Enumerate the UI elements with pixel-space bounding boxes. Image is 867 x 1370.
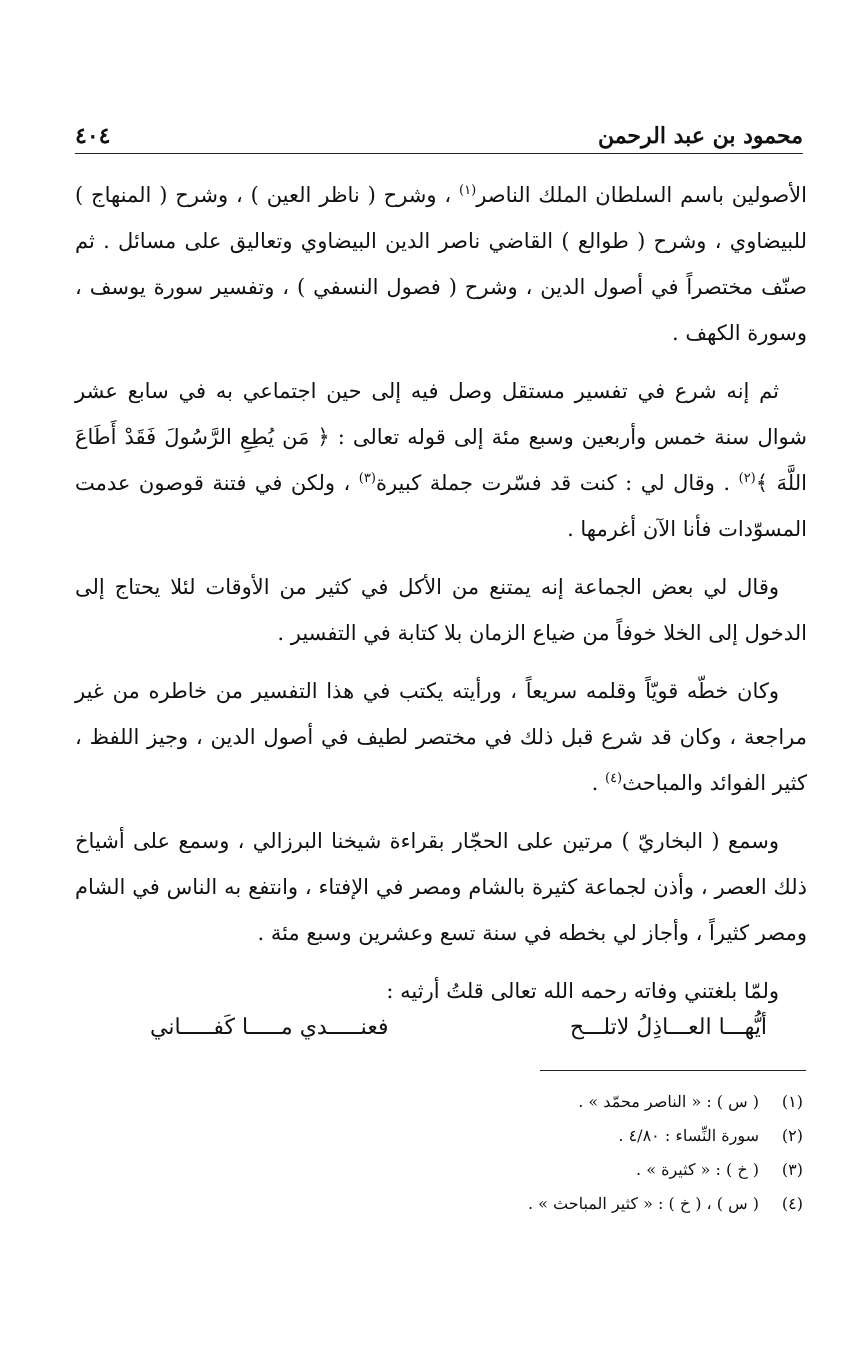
paragraph-text: . وقال لي : كنت قد فسّرت جملة كبيرة bbox=[375, 471, 731, 495]
running-title: محمود بن عبد الرحمن bbox=[597, 123, 803, 149]
footnote-marker: (٣) bbox=[358, 471, 376, 486]
footnote-text: ( خ ) : « كثيرة » . bbox=[636, 1160, 759, 1179]
paragraph-text: ، وشرح ( ناظر العين ) ، وشرح ( المنهاج ) للبيضاوي ، وشرح ( طوالع ) القاضي ناصر الدين البيضاوي وتعاليق على مسائل . ثم صنّف مختصراً في أصول الدين ، وشرح ( فصول النسفي ) ، وتفسير سورة يوسف ، وسورة الكهف . bbox=[75, 183, 807, 345]
verse-hemistich-first: أيُّهـــا العـــاذِلُ لاتلـــح bbox=[569, 1015, 767, 1040]
footnote-number: (٤) bbox=[781, 1194, 803, 1213]
paragraph-text: ولمّا بلغتني وفاته رحمه الله تعالى قلتُ أرثيه : bbox=[386, 979, 779, 1003]
footnote-marker: (٤) bbox=[604, 771, 623, 786]
footnote-number: (١) bbox=[781, 1092, 803, 1111]
footnote-text: ( س ) : « الناصر محمّد » . bbox=[578, 1092, 759, 1111]
page-number: ٤٠٤ bbox=[75, 123, 111, 149]
paragraph-text: ثم إنه شرع في تفسير مستقل وصل فيه إلى حين اجتماعي به في سابع عشر شوال سنة خمس وأربعين وسبع مئة إلى قوله تعالى : ﴿ مَن يُطِعِ الرَّسُولَ فَقَدْ أَطَاعَ اللَّهَ ﴾ bbox=[75, 379, 807, 495]
footnotes bbox=[360, 1085, 803, 1221]
paragraph bbox=[75, 368, 807, 552]
paragraph-text: . bbox=[591, 771, 599, 795]
footnote-text: ( س ) ، ( خ ) : « كثير المباحث » . bbox=[527, 1194, 759, 1213]
verse-hemistich-second: فعنـــــدي مـــــا كَفـــــاني bbox=[150, 1015, 389, 1040]
footnote-divider bbox=[540, 1070, 806, 1071]
poem-verse bbox=[150, 1015, 767, 1040]
footnote bbox=[360, 1153, 803, 1187]
footnote-number: (٢) bbox=[781, 1126, 803, 1145]
main-text bbox=[75, 172, 807, 1022]
paragraph bbox=[75, 564, 807, 656]
paragraph-text: وقال لي بعض الجماعة إنه يمتنع من الأكل في كثير من الأوقات لئلا يحتاج إلى الدخول إلى الخلا خوفاً من ضياع الزمان بلا كتابة في التفسير . bbox=[75, 575, 807, 645]
paragraph bbox=[75, 172, 807, 356]
paragraph-text: ، ولكن في فتنة قوصون عدمت المسوّدات فأنا الآن أغرمها . bbox=[75, 471, 807, 541]
footnote-number: (٣) bbox=[781, 1160, 803, 1179]
page-header bbox=[75, 110, 803, 154]
paragraph bbox=[75, 668, 807, 806]
paragraph bbox=[75, 818, 807, 956]
footnote bbox=[360, 1085, 803, 1119]
paragraph-text: وكان خطّه قويّاً وقلمه سريعاً ، ورأيته يكتب في هذا التفسير من خاطره من غير مراجعة ، وكان قد شرع قبل ذلك في مختصر لطيف في أصول الدين ، وجيز اللفظ ، كثير الفوائد والمباحث bbox=[75, 679, 807, 795]
footnote-marker: (١) bbox=[459, 183, 477, 198]
footnote bbox=[360, 1187, 803, 1221]
paragraph bbox=[75, 968, 807, 1014]
footnote-marker: (٢) bbox=[738, 471, 756, 486]
footnote-text: سورة النِّساء : ٤/٨٠ . bbox=[618, 1126, 759, 1145]
footnote bbox=[360, 1119, 803, 1153]
paragraph-text: الأصولين باسم السلطان الملك الناصر bbox=[476, 183, 807, 207]
paragraph-text: وسمع ( البخاريّ ) مرتين على الحجّار بقراءة شيخنا البرزالي ، وسمع على أشياخ ذلك العصر ، وأذن لجماعة كثيرة بالشام ومصر في الإفتاء ، وانتفع به الناس في الشام ومصر كثيراً ، وأجاز لي بخطه في سنة تسع وعشرين وسبع مئة . bbox=[75, 829, 807, 945]
